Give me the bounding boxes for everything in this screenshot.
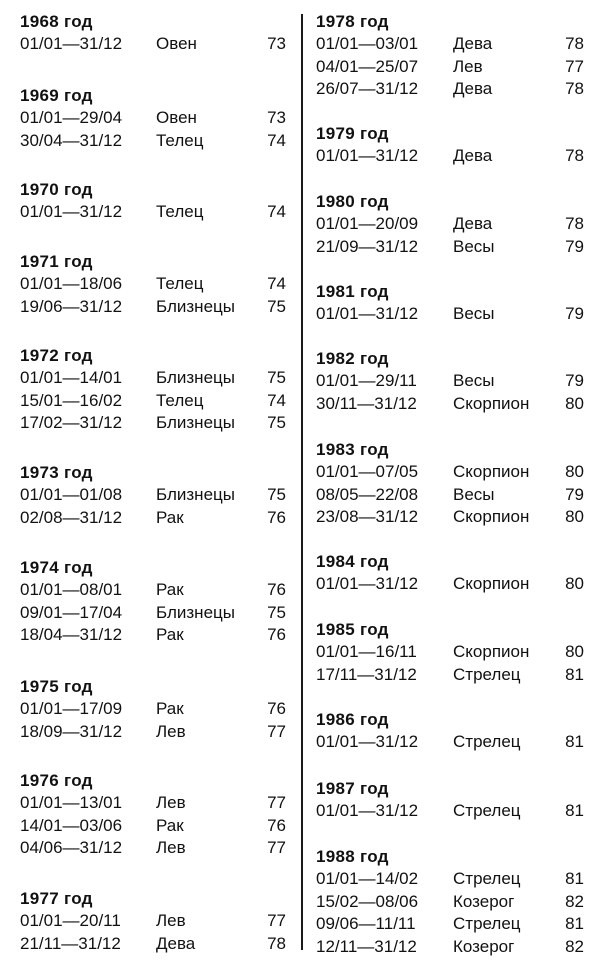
zodiac-sign: Козерог — [453, 936, 515, 956]
table-row — [20, 390, 288, 413]
year-block-1977 — [20, 888, 288, 955]
page-number: 74 — [267, 390, 286, 410]
page-number: 81 — [565, 664, 584, 684]
year-block-1984 — [316, 551, 586, 596]
year-title: 1971 год — [20, 252, 93, 271]
table-row — [20, 507, 288, 530]
page-number: 78 — [565, 34, 584, 53]
date-range: 01/01—08/01 — [20, 580, 123, 599]
year-title: 1979 год — [316, 124, 389, 143]
table-row — [316, 213, 586, 236]
date-range: 21/11—31/12 — [20, 933, 121, 953]
zodiac-sign: Телец — [156, 202, 204, 221]
year-title: 1974 год — [20, 558, 93, 577]
zodiac-sign: Близнецы — [156, 602, 235, 622]
date-range: 04/01—25/07 — [316, 56, 419, 76]
page-number: 82 — [565, 891, 584, 911]
year-title: 1976 год — [20, 771, 93, 790]
date-range: 01/01—29/04 — [20, 108, 123, 127]
zodiac-sign: Телец — [156, 390, 204, 410]
zodiac-sign: Дева — [453, 79, 493, 98]
date-range: 01/01—01/08 — [20, 485, 123, 504]
year-title: 1980 год — [316, 192, 389, 211]
page-number: 75 — [267, 485, 286, 504]
zodiac-sign: Стрелец — [453, 732, 521, 751]
page-number: 77 — [267, 721, 286, 741]
year-block-1978 — [316, 11, 586, 101]
page-number: 80 — [565, 574, 584, 593]
zodiac-sign: Близнецы — [156, 413, 235, 432]
table-row — [20, 484, 288, 507]
zodiac-sign: Близнецы — [156, 368, 235, 387]
zodiac-sign: Дева — [453, 34, 493, 53]
table-row — [316, 731, 586, 754]
year-title: 1970 год — [20, 180, 93, 199]
year-title: 1988 год — [316, 847, 389, 866]
date-range: 01/01—14/01 — [20, 368, 123, 387]
page-number: 74 — [267, 202, 286, 221]
zodiac-sign: Стрелец — [453, 869, 521, 888]
year-block-1979 — [316, 123, 586, 168]
year-block-1987 — [316, 778, 586, 823]
zodiac-sign: Рак — [156, 507, 184, 527]
date-range: 30/11—31/12 — [316, 393, 417, 413]
date-range: 02/08—31/12 — [20, 507, 123, 527]
table-row — [20, 33, 288, 56]
page-number: 81 — [565, 869, 584, 888]
year-block-1980 — [316, 191, 586, 258]
zodiac-sign: Овен — [156, 108, 197, 127]
page-number: 78 — [565, 146, 584, 165]
page-number: 75 — [267, 413, 286, 432]
page-number: 76 — [267, 699, 286, 718]
table-row — [316, 800, 586, 823]
date-range: 01/01—31/12 — [20, 202, 123, 221]
date-range: 01/01—17/09 — [20, 699, 123, 718]
table-row — [316, 78, 586, 101]
year-block-1972 — [20, 345, 288, 435]
page-number: 74 — [267, 274, 286, 293]
date-range: 01/01—29/11 — [316, 371, 417, 390]
table-row — [20, 837, 288, 860]
page-number: 73 — [267, 108, 286, 127]
date-range: 08/05—22/08 — [316, 484, 419, 504]
zodiac-sign: Телец — [156, 274, 204, 293]
year-title: 1984 год — [316, 552, 389, 571]
table-row — [316, 891, 586, 914]
zodiac-sign: Близнецы — [156, 485, 235, 504]
table-row — [20, 933, 288, 956]
zodiac-sign: Скорпион — [453, 642, 530, 661]
table-row — [316, 461, 586, 484]
table-row — [316, 664, 586, 687]
table-row — [20, 130, 288, 153]
zodiac-sign: Весы — [453, 236, 495, 256]
date-range: 01/01—03/01 — [316, 34, 419, 53]
zodiac-sign: Рак — [156, 699, 184, 718]
table-row — [20, 698, 288, 721]
page-number: 81 — [565, 732, 584, 751]
date-range: 01/01—31/12 — [316, 146, 419, 165]
zodiac-sign: Рак — [156, 815, 184, 835]
year-title: 1983 год — [316, 440, 389, 459]
page-number: 77 — [267, 793, 286, 812]
zodiac-sign: Дева — [156, 933, 196, 953]
year-title: 1975 год — [20, 677, 93, 696]
year-block-1969 — [20, 85, 288, 152]
date-range: 19/06—31/12 — [20, 296, 123, 316]
year-title: 1977 год — [20, 889, 93, 908]
date-range: 23/08—31/12 — [316, 507, 419, 526]
zodiac-sign: Рак — [156, 625, 184, 644]
page-number: 80 — [565, 507, 584, 526]
page-number: 81 — [565, 914, 584, 933]
year-block-1986 — [316, 709, 586, 754]
zodiac-sign: Козерог — [453, 891, 515, 911]
zodiac-sign: Лев — [156, 911, 186, 930]
date-range: 01/01—31/12 — [316, 574, 419, 593]
table-row — [316, 573, 586, 596]
page-number: 77 — [267, 838, 286, 857]
year-title: 1978 год — [316, 12, 389, 31]
year-block-1982 — [316, 348, 586, 415]
zodiac-sign: Весы — [453, 304, 495, 323]
page-number: 80 — [565, 462, 584, 481]
zodiac-sign: Дева — [453, 146, 493, 165]
date-range: 01/01—13/01 — [20, 793, 123, 812]
page-number: 75 — [267, 368, 286, 387]
date-range: 01/01—20/11 — [20, 911, 121, 930]
zodiac-sign: Весы — [453, 484, 495, 504]
zodiac-sign: Скорпион — [453, 393, 530, 413]
zodiac-sign: Телец — [156, 130, 204, 150]
page-number: 76 — [267, 625, 286, 644]
zodiac-sign: Лев — [156, 721, 186, 741]
table-row — [316, 370, 586, 393]
table-row — [20, 792, 288, 815]
page-number: 82 — [565, 936, 584, 956]
page-number: 79 — [565, 484, 584, 504]
date-range: 09/06—11/11 — [316, 914, 416, 933]
page-number: 77 — [267, 911, 286, 930]
table-row — [20, 296, 288, 319]
date-range: 04/06—31/12 — [20, 838, 123, 857]
page-number: 78 — [565, 214, 584, 233]
date-range: 15/02—08/06 — [316, 891, 419, 911]
table-row — [20, 412, 288, 435]
year-block-1988 — [316, 846, 586, 958]
table-row — [316, 33, 586, 56]
date-range: 09/01—17/04 — [20, 602, 123, 622]
table-row — [316, 393, 586, 416]
table-row — [316, 641, 586, 664]
zodiac-sign: Скорпион — [453, 574, 530, 593]
year-title: 1982 год — [316, 349, 389, 368]
table-row — [20, 815, 288, 838]
year-block-1973 — [20, 462, 288, 529]
date-range: 14/01—03/06 — [20, 815, 123, 835]
year-block-1976 — [20, 770, 288, 860]
zodiac-sign: Лев — [156, 838, 186, 857]
page-number: 81 — [565, 801, 584, 820]
date-range: 01/01—31/12 — [316, 732, 419, 751]
date-range: 01/01—07/05 — [316, 462, 419, 481]
page-number: 76 — [267, 507, 286, 527]
date-range: 01/01—31/12 — [20, 34, 123, 53]
table-row — [20, 107, 288, 130]
date-range: 17/02—31/12 — [20, 413, 123, 432]
page-number: 74 — [267, 130, 286, 150]
date-range: 26/07—31/12 — [316, 79, 419, 98]
column-divider — [301, 14, 303, 950]
zodiac-sign: Рак — [156, 580, 184, 599]
zodiac-sign: Стрелец — [453, 914, 521, 933]
date-range: 30/04—31/12 — [20, 130, 123, 150]
year-block-1968 — [20, 11, 288, 56]
year-title: 1986 год — [316, 710, 389, 729]
table-row — [316, 913, 586, 936]
year-block-1974 — [20, 557, 288, 647]
table-row — [20, 367, 288, 390]
zodiac-sign: Овен — [156, 34, 197, 53]
table-row — [316, 236, 586, 259]
page-number: 80 — [565, 393, 584, 413]
zodiac-sign: Близнецы — [156, 296, 235, 316]
date-range: 17/11—31/12 — [316, 664, 417, 684]
year-block-1981 — [316, 281, 586, 326]
page-number: 78 — [267, 933, 286, 953]
table-row — [20, 579, 288, 602]
date-range: 18/09—31/12 — [20, 721, 123, 741]
page-number: 75 — [267, 296, 286, 316]
table-row — [20, 602, 288, 625]
table-row — [316, 303, 586, 326]
date-range: 15/01—16/02 — [20, 390, 123, 410]
year-block-1985 — [316, 619, 586, 686]
year-title: 1972 год — [20, 346, 93, 365]
date-range: 12/11—31/12 — [316, 936, 417, 956]
table-row — [20, 721, 288, 744]
date-range: 01/01—31/12 — [316, 304, 419, 323]
zodiac-sign: Весы — [453, 371, 495, 390]
page-number: 80 — [565, 642, 584, 661]
page-number: 75 — [267, 602, 286, 622]
date-range: 01/01—31/12 — [316, 801, 419, 820]
date-range: 01/01—18/06 — [20, 274, 123, 293]
table-row — [20, 273, 288, 296]
page-number: 76 — [267, 815, 286, 835]
table-row — [316, 506, 586, 529]
table-row — [316, 868, 586, 891]
year-block-1971 — [20, 251, 288, 318]
zodiac-sign: Стрелец — [453, 664, 521, 684]
page-number: 77 — [565, 56, 584, 76]
date-range: 01/01—14/02 — [316, 869, 419, 888]
year-title: 1985 год — [316, 620, 389, 639]
zodiac-sign: Скорпион — [453, 507, 530, 526]
date-range: 18/04—31/12 — [20, 625, 123, 644]
table-row — [20, 624, 288, 647]
date-range: 01/01—20/09 — [316, 214, 419, 233]
year-title: 1973 год — [20, 463, 93, 482]
year-block-1983 — [316, 439, 586, 529]
year-title: 1981 год — [316, 282, 389, 301]
page-number: 76 — [267, 580, 286, 599]
table-row — [20, 910, 288, 933]
page-number: 79 — [565, 236, 584, 256]
page-number: 73 — [267, 34, 286, 53]
page-number: 79 — [565, 371, 584, 390]
year-title: 1987 год — [316, 779, 389, 798]
year-title: 1969 год — [20, 86, 93, 105]
table-row — [316, 145, 586, 168]
year-title: 1968 год — [20, 12, 93, 31]
page-number: 79 — [565, 304, 584, 323]
zodiac-sign: Лев — [453, 56, 483, 76]
zodiac-sign: Дева — [453, 214, 493, 233]
table-row — [316, 484, 586, 507]
page-number: 78 — [565, 79, 584, 98]
table-row — [20, 201, 288, 224]
table-row — [316, 936, 586, 959]
zodiac-sign: Лев — [156, 793, 186, 812]
year-block-1975 — [20, 676, 288, 743]
table-row — [316, 56, 586, 79]
date-range: 01/01—16/11 — [316, 642, 417, 661]
zodiac-sign: Скорпион — [453, 462, 530, 481]
zodiac-sign: Стрелец — [453, 801, 521, 820]
date-range: 21/09—31/12 — [316, 236, 419, 256]
year-block-1970 — [20, 179, 288, 224]
